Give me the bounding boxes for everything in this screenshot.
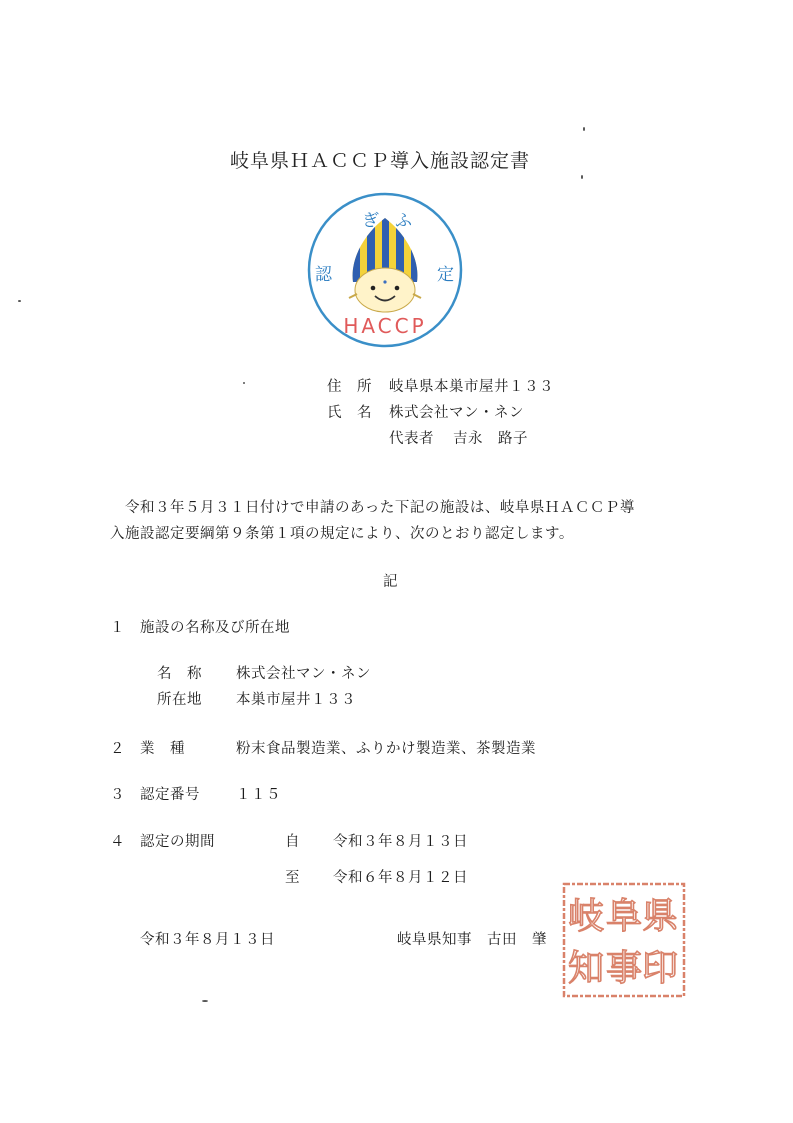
- item-1-number: １: [110, 620, 125, 636]
- item-4-label: 認定の期間: [140, 834, 215, 850]
- representative-label: 代表者: [389, 431, 434, 447]
- scan-speck: [243, 382, 245, 384]
- body-line-1: 令和３年５月３１日付けで申請のあった下記の施設は、岐阜県ＨＡＣＣＰ導: [125, 500, 635, 516]
- svg-text:印: 印: [641, 948, 679, 989]
- period-from-label: 自: [285, 834, 300, 850]
- svg-text:事: 事: [605, 948, 643, 989]
- scan-speck: [581, 175, 583, 179]
- scan-speck: [18, 300, 21, 302]
- name-value: 株式会社マン・ネン: [389, 405, 524, 421]
- facility-name-label: 名 称: [157, 666, 202, 682]
- document-title: 岐阜県ＨＡＣＣＰ導入施設認定書: [230, 150, 531, 172]
- period-to-value: 令和６年８月１２日: [333, 870, 468, 886]
- facility-name-value: 株式会社マン・ネン: [236, 666, 371, 682]
- scan-speck: [202, 1000, 208, 1002]
- emblem-left-text: 認: [315, 265, 332, 285]
- item-1-label: 施設の名称及び所在地: [140, 620, 290, 636]
- name-label: 氏 名: [327, 405, 372, 421]
- governor-seal-stamp: [560, 880, 688, 1000]
- address-label: 住 所: [327, 379, 372, 395]
- address-value: 岐阜県本巣市屋井１３３: [389, 379, 554, 395]
- emblem-bottom-text: HACCP: [343, 314, 427, 338]
- scan-speck: [583, 127, 585, 131]
- mascot-face-icon: [355, 268, 415, 312]
- certification-number: １１５: [236, 787, 281, 803]
- svg-text:ふ: ふ: [395, 211, 412, 231]
- item-4-number: ４: [110, 834, 125, 850]
- item-3-label: 認定番号: [140, 787, 200, 803]
- representative-value: 吉永 路子: [453, 431, 528, 447]
- item-2-label: 業 種: [140, 741, 185, 757]
- facility-location-label: 所在地: [157, 692, 202, 708]
- emblem-right-text: 定: [437, 265, 454, 285]
- svg-text:知: 知: [567, 948, 605, 989]
- item-2-number: ２: [110, 741, 125, 757]
- issue-date: 令和３年８月１３日: [140, 932, 275, 948]
- period-to-label: 至: [285, 870, 300, 886]
- item-2-value: 粉末食品製造業、ふりかけ製造業、茶製造業: [236, 741, 536, 757]
- svg-text:県: 県: [641, 896, 679, 937]
- svg-text:岐: 岐: [567, 896, 605, 937]
- svg-text:阜: 阜: [605, 896, 643, 937]
- body-line-2: 入施設認定要綱第９条第１項の規定により、次のとおり認定します。: [110, 526, 574, 542]
- item-3-number: ３: [110, 787, 125, 803]
- gifu-haccp-emblem: [305, 190, 465, 350]
- facility-location-value: 本巣市屋井１３３: [236, 692, 356, 708]
- period-from-value: 令和３年８月１３日: [333, 834, 468, 850]
- issuer-name: 岐阜県知事 古田 肇: [397, 932, 547, 948]
- ki-heading: 記: [383, 574, 398, 590]
- emblem-top-text: ぎ: [362, 211, 379, 231]
